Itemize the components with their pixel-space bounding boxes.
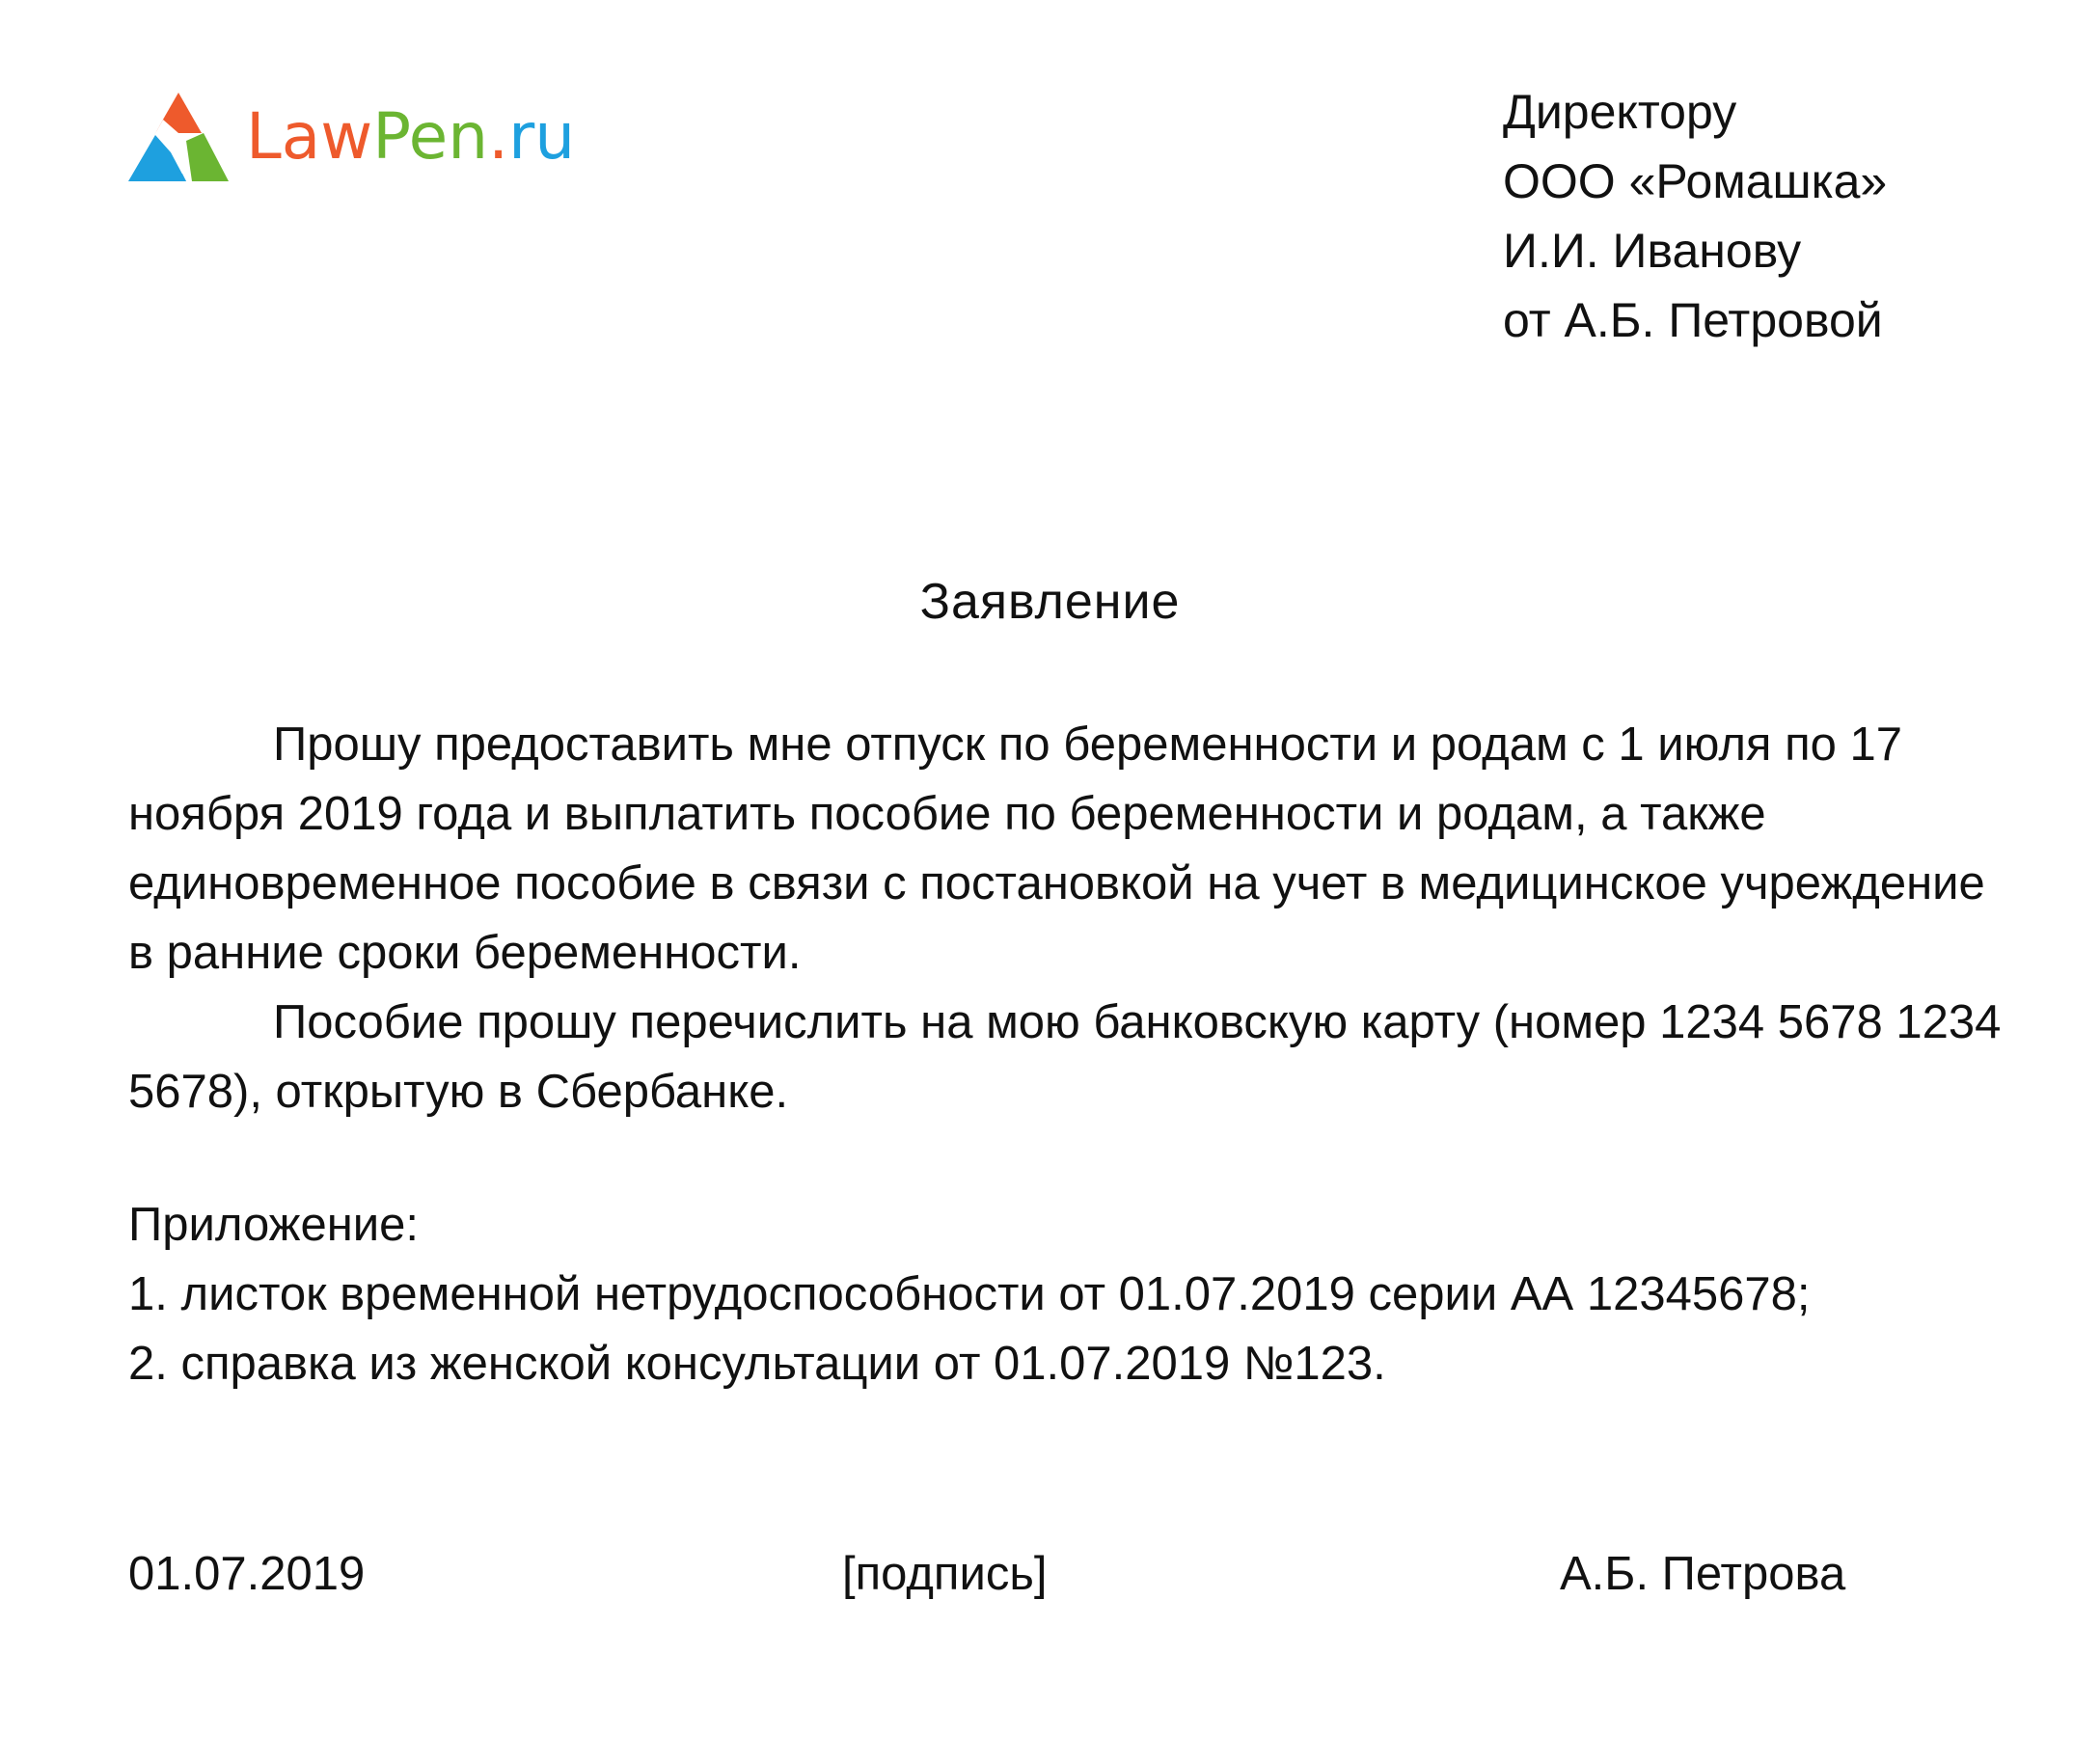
logo-text-ru: ru <box>508 99 576 174</box>
logo-text-pen: Pen <box>372 99 489 174</box>
attachment-item: 2. справка из женской консультации от 01.07.2019 №123. <box>128 1338 1386 1390</box>
signature-name: А.Б. Петрова <box>1560 1548 1846 1600</box>
addressee-block <box>1503 77 1887 355</box>
logo[interactable] <box>128 89 575 185</box>
body-paragraph-request: Прошу предоставить мне отпуск по беременности и родам с 1 июля по 17 ноября 2019 года и выплатить пособие по беременности и родам, а также единовременное пособие в связи с постановкой на учет в медицинское учреждение в ранние сроки беременности. <box>128 719 1985 979</box>
logo-text-dot: . <box>488 99 509 174</box>
attachments-block <box>128 1190 2009 1398</box>
logo-text-law: Law <box>246 99 373 174</box>
document-body <box>128 710 2009 1126</box>
document-title: Заявление <box>919 574 1181 630</box>
body-paragraph-payment: Пособие прошу перечислить на мою банковскую карту (номер 1234 5678 1234 5678), открытую в Сбербанке. <box>128 996 2002 1118</box>
signature-date: 01.07.2019 <box>128 1548 366 1600</box>
addressee-from: от А.Б. Петровой <box>1503 293 1883 347</box>
logo-wordmark <box>246 99 576 174</box>
attachment-item: 1. листок временной нетрудоспособности от 01.07.2019 серии АА 12345678; <box>128 1268 1811 1320</box>
signature-placeholder: [подпись] <box>842 1548 1048 1600</box>
addressee-company: ООО «Ромашка» <box>1503 154 1888 208</box>
addressee-name: И.И. Иванову <box>1503 224 1802 278</box>
triangle-logo-icon <box>128 91 229 183</box>
signature-row <box>0 1539 2100 1609</box>
addressee-position: Директору <box>1503 85 1737 139</box>
attachments-heading: Приложение: <box>128 1199 420 1251</box>
